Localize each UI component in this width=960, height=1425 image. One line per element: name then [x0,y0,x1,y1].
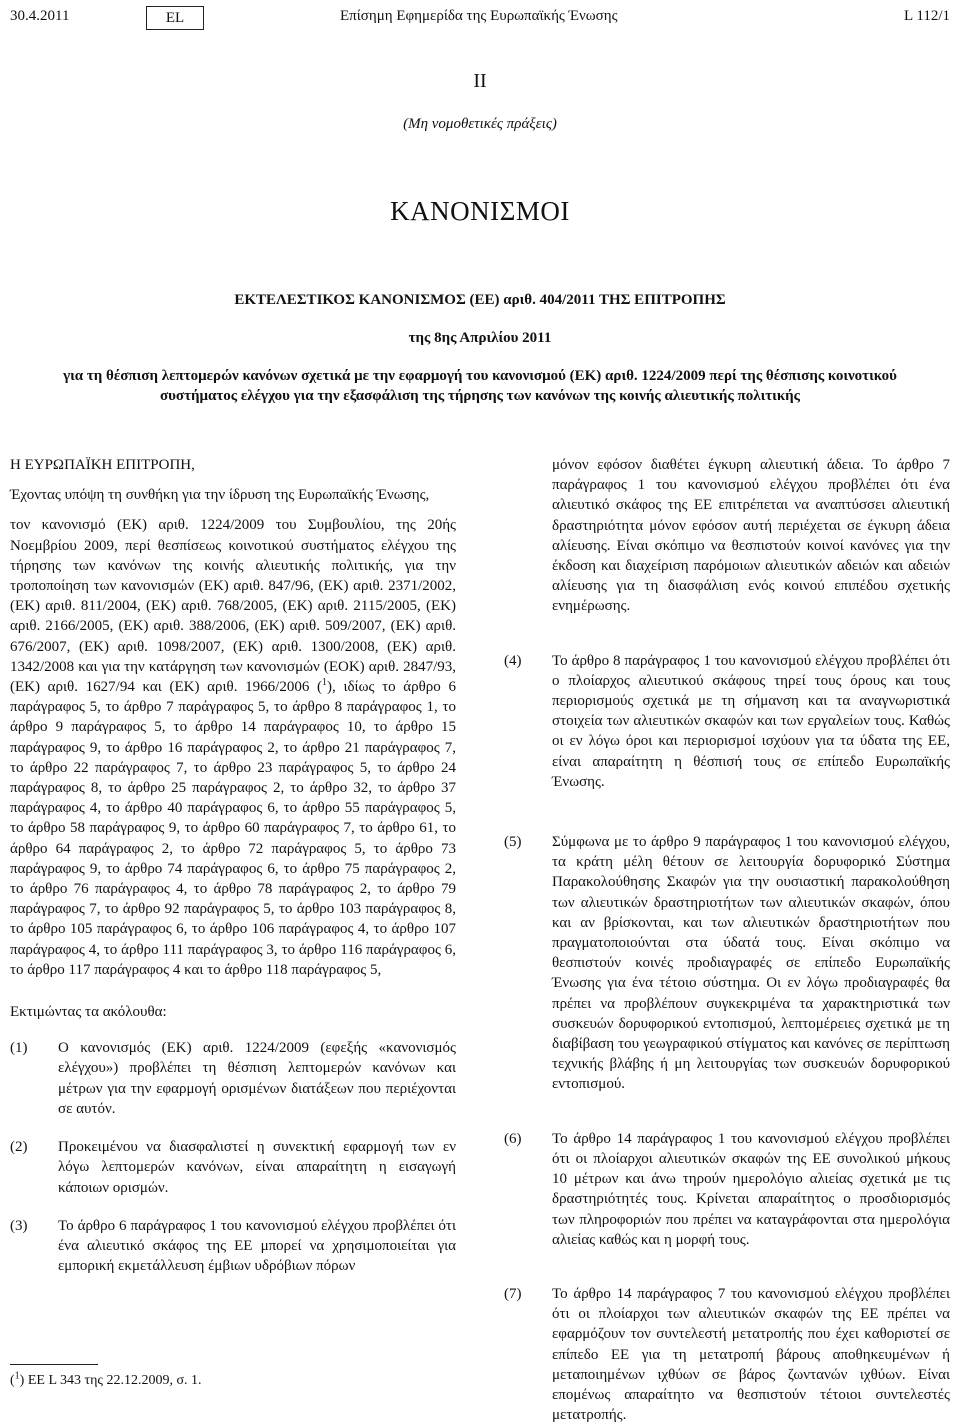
regulation-title: ΕΚΤΕΛΕΣΤΙΚΟΣ ΚΑΝΟΝΙΣΜΟΣ (ΕΕ) αριθ. 404/2011 ΤΗΣ ΕΠΙΤΡΟΠΗΣ [234,292,726,308]
recital-number: (5) [504,834,522,851]
recital-text: Προκειμένου να διασφαλιστεί η συνεκτική εφαρμογή των εν λόγω λεπτομερών κανόνων, είναι απαραίτητη η εισαγωγή κάποιων ορισμών. [58,1139,456,1196]
having-regard-regulation [10,515,456,980]
recital-3-continuation: μόνον εφόσον διαθέτει έγκυρη αλιευτική άδεια. Το άρθρο 7 παράγραφος 1 του κανονισμού ελέγχου προβλέπει ότι ένα αλιευτικό σκάφος της ΕΕ επιτρέπεται να αναπτύσσει αλιευτική δραστηριότητα μόνον εφόσον αυτή περιέχεται σε έγκυρη άδεια αλίευσης. Είναι σκόπιμο να θεσπιστούν κοινοί κανόνες για την έκδοση και διαχείριση παρόμοιων αλιευτικών αδειών και αδειών αλίευσης για τη διασφάλιση ενός κοινού επιπέδου σχετικής ενημέρωσης. [552,457,950,615]
whereas-heading: Εκτιμώντας τα ακόλουθα: [10,1004,167,1021]
recital-number: (2) [10,1139,28,1156]
having-regard-regulation-part2: ), ιδίως το άρθρο 6 παράγραφος 5, το άρθρο 7 παράγραφος 5, το άρθρο 8 παράγραφος 1, το άρθρο 9 παράγραφος 5, το άρθρο 14 παράγραφος 10, το άρθρο 15 παράγραφος 9, το άρθρο 16 παράγραφος 2, το άρθρο 21 παράγραφος 7, το άρθρο 22 παράγραφος 7, το άρθρο 23 παράγραφος 5, το άρθρο 24 παράγραφος 8, το άρθρο 25 παράγραφος 2, το άρθρο 32, το άρθρο 37 παράγραφος 4, το άρθρο 40 παράγραφος 6, το άρθρο 55 παράγραφος 5, το άρθρο 58 παράγραφος 9, το άρθρο 60 παράγραφος 7, το άρθρο 61, το άρθρο 64 παράγραφος 2, το άρθρο 72 παράγραφος 5, το άρθρο 73 παράγραφος 9, το άρθρο 74 παράγραφος 6, το άρθρο 75 παράγραφος 2, το άρθρο 76 παράγραφος 4, το άρθρο 78 παράγραφος 2, το άρθρο 79 παράγραφος 7, το άρθρο 92 παράγραφος 5, το άρθρο 103 παράγραφος 8, το άρθρο 105 παράγραφος 6, το άρθρο 106 παράγραφος 4, το άρθρο 107 παράγραφος 4, το άρθρο 111 παράγραφος 3, το άρθρο 116 παράγραφος 6, το άρθρο 117 παράγραφος 4 και το άρθρο 118 παράγραφος 5, [10,679,456,978]
recital-text: Το άρθρο 8 παράγραφος 1 του κανονισμού ελέγχου προβλέπει ότι ο πλοίαρχος αλιευτικού σκάφους τηρεί τους όρους και τους περιορισμούς σχετικά με τη σήμανση και τα αναγνωριστικά στοιχεία των αλιευτικών σκαφών και των εργαλείων τους. Καθώς οι εν λόγω όροι και περιορισμοί ισχύουν για τα ύδατα της ΕΕ, είναι απαραίτητη η θέσπισή τους σε επίπεδο Ευρωπαϊκής Ένωσης. [552,652,950,790]
recital-1 [10,1038,456,1119]
recital-number: (3) [10,1217,28,1234]
recital-7 [504,1284,950,1425]
recital-5 [504,832,950,1095]
recital-text: Το άρθρο 14 παράγραφος 1 του κανονισμού ελέγχου προβλέπει ότι οι πλοίαρχοι αλιευτικών σκαφών της ΕΕ συνολικού μήκους 10 μέτρων και άνω τηρούν ημερολόγιο αλιείας σχετικά με τις δραστηριότητές τους. Κρίνεται απαραίτητος ο προσδιορισμός των πληροφοριών που πρέπει να καταγράφονται στα ημερολόγια αλιείας καθώς και η μορφή τους. [552,1130,950,1248]
footnote-number: 1 [14,1370,20,1382]
journal-title: Επίσημη Εφημερίδα της Ευρωπαϊκής Ένωσης [340,8,618,24]
recital-text: Ο κανονισμός (ΕΚ) αριθ. 1224/2009 (εφεξής «κανονισμός ελέγχου») προβλέπει τη θέσπιση λεπτομερών κανόνων και μέτρων για την εφαρμογή ορισμένων διατάξεων που περιέχονται σε αυτόν. [58,1040,456,1117]
recital-2 [10,1137,456,1198]
recital-4 [504,651,950,792]
regulation-subject: για τη θέσπιση λεπτομερών κανόνων σχετικά με την εφαρμογή του κανονισμού (ΕΚ) αριθ. 1224/2009 περί της θέσπισης κοινοτικού συστήματος ελέγχου για την εξασφάλιση της τήρησης των κανόνων της κοινής αλιευτικής πολιτικής [63,368,897,404]
right-column [504,455,950,1425]
footnote-divider [10,1364,98,1365]
regulation-date: της 8ης Απριλίου 2011 [408,330,552,346]
non-legislative-acts-label: (Μη νομοθετικές πράξεις) [403,116,557,132]
page-header [10,8,950,32]
recital-number: (4) [504,652,522,669]
recital-text: Σύμφωνα με το άρθρο 9 παράγραφος 1 του κανονισμού ελέγχου, τα κράτη μέλη θέτουν σε λειτουργία δορυφορικό Σύστημα Παρακολούθησης Σκαφών για την ουσιαστική παρακολούθηση των αλιευτικών δραστηριοτήτων των αλιευτικών σκαφών, όπου και αν βρίσκονται, και των αλιευτικών δραστηριοτήτων που πραγματοποιούνται στα ύδατά τους. Είναι σκόπιμο να θεσπιστούν κοινές προδιαγραφές σε επίπεδο Ευρωπαϊκής Ένωσης για ένα τέτοιο σύστημα. Οι εν λόγω προδιαγραφές θα πρέπει να προβλέπουν συγκεκριμένα τα χαρακτηριστικά των συσκευών δορυφορικού εντοπισμού, λεπτομέρειες σχετικά με τη διαβίβαση του γεωγραφικού στίγματος και κανόνες σε περίπτωση τεχνικής βλάβης ή μη λειτουργίας των συσκευών δορυφορικού εντοπισμού. [552,834,950,1093]
recital-text: Το άρθρο 6 παράγραφος 1 του κανονισμού ελέγχου προβλέπει ότι ένα αλιευτικό σκάφος της ΕΕ μπορεί να χρησιμοποιείται για εμπορική εκμετάλλευση έμβιων υδρόβιων πόρων [58,1217,456,1275]
having-regard-regulation-part1: τον κανονισμό (ΕΚ) αριθ. 1224/2009 του Συμβουλίου, της 20ής Νοεμβρίου 2009, περί θεσπίσεως κοινοτικού συστήματος ελέγχου της τήρησης των κανόνων της κοινής αλιευτικής πολιτικής, για την τροποποίηση των κανονισμών (ΕΚ) αριθ. 847/96, (ΕΚ) αριθ. 2371/2002, (ΕΚ) αριθ. 811/2004, (ΕΚ) αριθ. 768/2005, (ΕΚ) αριθ. 2115/2005, (ΕΚ) αριθ. 2166/2005, (ΕΚ) αριθ. 388/2006, (ΕΚ) αριθ. 509/2007, (ΕΚ) αριθ. 676/2007, (ΕΚ) αριθ. 1098/2007, (ΕΚ) αριθ. 1300/2008, (ΕΚ) αριθ. 1342/2008 και για την κατάργηση των κανονισμών (ΕΟΚ) αριθ. 2847/93, (ΕΚ) αριθ. 1627/94 και (ΕΚ) αριθ. 1966/2006 ( [10,517,456,696]
page-reference: L 112/1 [904,8,950,24]
footnote-text: ) ΕΕ L 343 της 22.12.2009, σ. 1. [19,1373,202,1388]
footnote-reference[interactable]: 1 [322,677,328,689]
left-column [10,455,456,1276]
regulations-heading: ΚΑΝΟΝΙΣΜΟΙ [390,196,570,226]
publication-date: 30.4.2011 [10,8,70,24]
commission-heading: Η ΕΥΡΩΠΑΪΚΗ ΕΠΙΤΡΟΠΗ, [10,457,195,473]
footnote: ($^1$) ΕΕ L 343 της 22.12.2009, σ. 1. [10,1370,202,1388]
recital-number: (1) [10,1040,28,1057]
recital-number: (6) [504,1130,522,1147]
recital-number: (7) [504,1285,522,1302]
language-badge: EL [146,6,204,30]
recital-text: Το άρθρο 14 παράγραφος 7 του κανονισμού ελέγχου προβλέπει ότι οι πλοίαρχοι των αλιευτικών σκαφών της ΕΕ πρέπει να εφαρμόζουν τον συντελεστή μετατροπής που έχει καθοριστεί σε επίπεδο ΕΕ για τη μετατροπή βάρους αποθηκευμένων ή μεταποιημένων ιχθύων σε βάρος ζωντανών ιχθύων. Είναι επομένως απαραίτητο να θεσπιστούν τέτοιοι συντελεστές μετατροπής. [552,1285,950,1424]
having-regard-treaty: Έχοντας υπόψη τη συνθήκη για την ίδρυση της Ευρωπαϊκής Ένωσης, [10,487,430,504]
recital-6 [504,1129,950,1250]
section-number: II [473,70,487,92]
recital-3 [10,1216,456,1277]
